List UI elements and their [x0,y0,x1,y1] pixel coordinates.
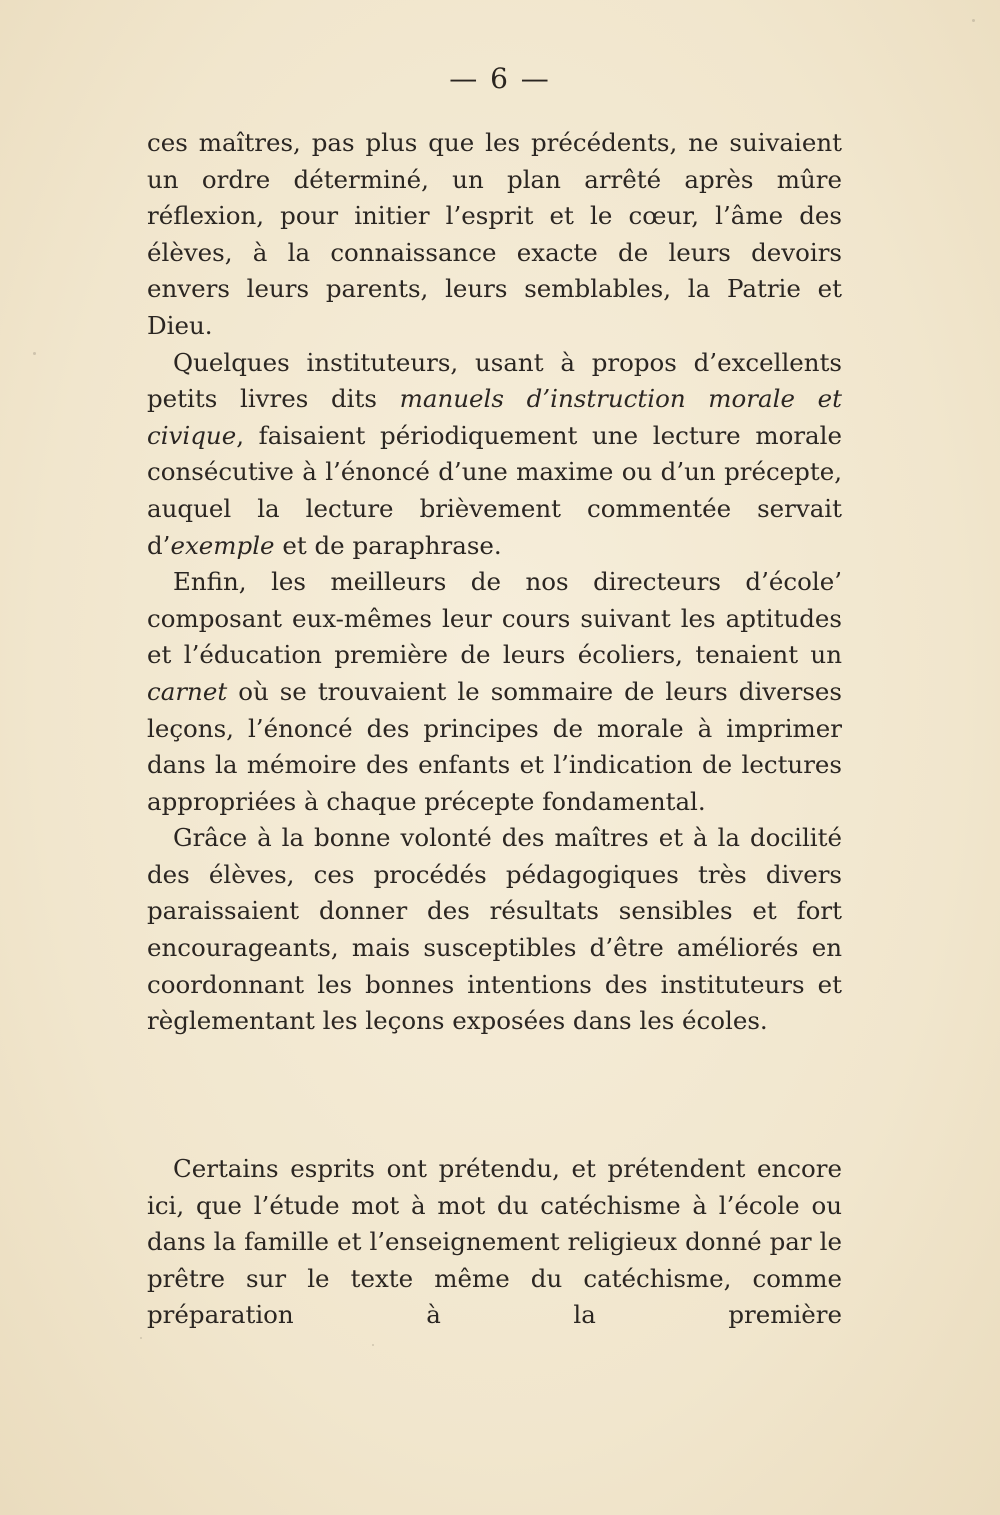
text-run: et de paraphrase. [274,530,502,560]
text-run: Certains esprits ont prétendu, et prétendent encore ici, que l’étude mot à mot du catéchisme à l’école ou dans la famille et l’enseignement religieux donné par le prêtre sur le texte même du catéchisme, comme préparation à la première [147,1154,842,1330]
paper-speck [33,352,36,355]
paper-speck [140,1337,142,1339]
text-run: ces maîtres, pas plus que les précédents, ne suivaient un ordre déterminé, un plan arrêté après mûre réflexion, pour initier l’esprit et le cœur, l’âme des élèves, à la connaissance exacte de leurs devoirs envers leurs parents, leurs semblables, la Patrie et Dieu. [147,128,842,340]
paragraph-3 [147,564,842,820]
text-run: Enfin, les meilleurs de nos directeurs d’école’ composant eux-mêmes leur cours suivant les aptitudes et l’éducation première de leurs écoliers, tenaient un [147,567,842,670]
text-run: Quelques instituteurs, usant à propos d’excellents petits livres dits [147,347,842,414]
text-run: où se trouvaient le sommaire de leurs diverses leçons, l’énoncé des principes de morale à imprimer dans la mémoire des enfants et l’indication de lectures appropriées à chaque précepte fondamental. [147,676,842,816]
paper-speck [972,19,975,22]
page-number: — 6 — [449,62,551,95]
italic-text: manuels d’instruction morale et civique [147,384,842,450]
text-run: , faisaient périodiquement une lecture morale consécutive à l’énoncé d’une maxime ou d’un précepte, auquel la lecture brièvement commentée servait d’ [147,420,842,560]
text-block [147,125,842,1040]
paper-speck [372,1344,374,1346]
paragraph-1 [147,125,842,345]
paragraph-5 [147,1151,842,1334]
text-run: Grâce à la bonne volonté des maîtres et à la docilité des élèves, ces procédés pédagogiques très divers paraissaient donner des résultats sensibles et fort encourageants, mais susceptibles d’être améliorés en coordonnant les bonnes intentions des instituteurs et règlementant les leçons exposées dans les écoles. [147,823,842,1036]
italic-text: carnet [147,676,228,706]
text-block-continued [147,1151,842,1334]
paragraph-2 [147,345,842,565]
italic-text: exemple [170,530,275,560]
paragraph-4 [147,820,842,1040]
